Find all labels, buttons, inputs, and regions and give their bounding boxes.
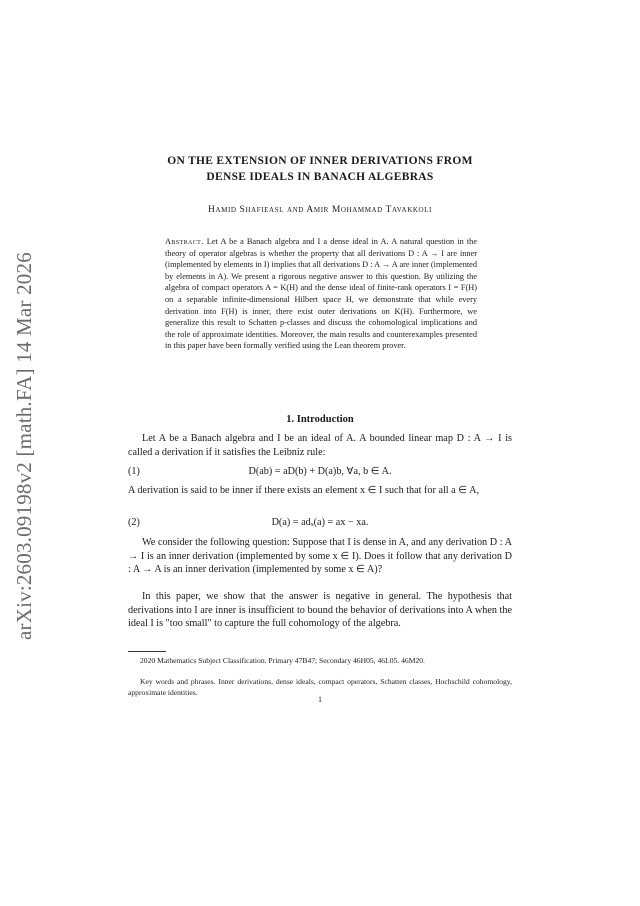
equation-1-body: D(ab) = aD(b) + D(a)b, ∀a, b ∈ A. <box>248 466 392 477</box>
equation-2-body: D(a) = adₓ(a) = ax − xa. <box>271 517 369 528</box>
footnote-keywords: Key words and phrases. Inner derivations, dense ideals, compact operators, Schatten classes, Hochschild cohomology, approximate identities. <box>128 677 512 697</box>
authors: Hamid Shafieasl and Amir Mohammad Tavakkoli <box>208 205 432 215</box>
section-heading: 1. Introduction <box>286 414 354 425</box>
title-line-1: ON THE EXTENSION OF INNER DERIVATIONS FROM <box>167 155 473 167</box>
footnote-msc: 2020 Mathematics Subject Classification. Primary 47B47; Secondary 46H05, 46L05. 46M20. <box>140 656 425 665</box>
paper-title <box>128 153 512 185</box>
intro-paragraph-4: In this paper, we show that the answer is negative in general. The hypothesis that derivations into I are inner is insufficient to bound the behavior of derivations into A when the ideal I is "too small" to capture the full cohomology of the algebra. <box>128 591 512 630</box>
abstract-text: Let A be a Banach algebra and I a dense ideal in A. A natural question in the theory of operator algebras is whether the property that all derivations D : A → I are inner (implemented by elements in I) implies that all derivations D : A → A are inner (implemented by elements in A). We present a rigorous negative answer to this question. By utilizing the algebra of compact operators A = K(H) and the dense ideal of finite-rank operators I = F(H) on a separable infinite-dimensional Hilbert space H, we demonstrate that while every derivation into F(H) is inner, there exist outer derivations on K(H). Furthermore, we generalize this result to Schatten p-classes and discuss the cohomological implications and the role of approximate identities. Moreover, the main results and counterexamples presented in this paper have been formally verified using the Lean theorem prover. <box>165 237 478 351</box>
title-line-2: DENSE IDEALS IN BANACH ALGEBRAS <box>206 171 434 183</box>
intro-paragraph-2: A derivation is said to be inner if there exists an element x ∈ I such that for all a ∈ A, <box>128 485 480 496</box>
abstract-label: Abstract. <box>165 237 204 246</box>
intro-paragraph-1: Let A be a Banach algebra and I be an ideal of A. A bounded linear map D : A → I is called a derivation if it satisfies the Leibniz rule: <box>128 433 512 458</box>
arxiv-identifier: arXiv:2603.09198v2 [math.FA] 14 Mar 2026 <box>12 252 36 640</box>
equation-1-number: (1) <box>128 466 140 477</box>
footnote-rule <box>128 651 166 652</box>
equation-2-number: (2) <box>128 517 140 528</box>
arxiv-sidebar <box>12 0 52 906</box>
intro-paragraph-3: We consider the following question: Suppose that I is dense in A, and any derivation D : A → I is an inner derivation (implemented by some x ∈ I). Does it follow that any derivation D : A → A is an inner derivation (implemented by some x ∈ A)? <box>128 537 512 576</box>
abstract <box>165 236 477 352</box>
page-number: 1 <box>318 695 322 704</box>
